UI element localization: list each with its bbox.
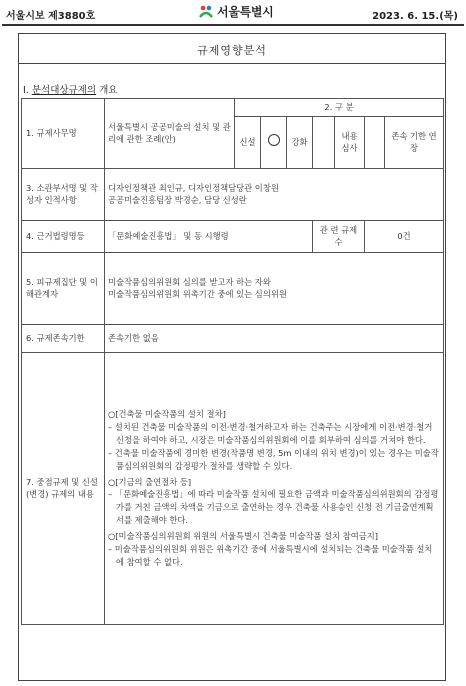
org-brand <box>198 3 273 20</box>
block-item: – 설치된 건축물 미술작품의 이전·변경·철거하고자 하는 건축주는 시장에게 이전·변경·철거 신청을 하여야 하고, 시장은 미술작품심의위원회에 이를 회부하여 심의를 거쳐야 한다. <box>108 422 433 445</box>
department-line: 디자인정책관 최인규, 디자인정책담당관 이창원 <box>108 182 279 193</box>
table-row <box>22 168 444 220</box>
block-heading: ○[기금의 출연절차 등] <box>108 476 192 487</box>
regulation-content <box>105 352 444 624</box>
legal-basis: 「문화예술진흥법」 및 동 시행령 <box>105 220 313 252</box>
option-strengthen-mark <box>313 116 335 168</box>
row-label: 1. 규제사무명 <box>22 99 105 169</box>
sunset-period: 존속기한 없음 <box>105 324 444 352</box>
department-info <box>105 168 444 220</box>
section-title-rest: 개요 <box>96 85 118 96</box>
related-count: 0건 <box>365 220 444 252</box>
header-rule <box>2 24 464 26</box>
row-label: 3. 소관부서명 및 작성자 인적사항 <box>22 168 105 220</box>
section-heading <box>23 82 117 96</box>
section-number: Ⅰ. <box>23 85 29 96</box>
issue-date: 2023. 6. 15.(목) <box>372 11 458 22</box>
gazette-issue: 서울시보 제3880호 <box>6 11 96 22</box>
title-divider <box>19 63 445 64</box>
doc-title: 규제영향분석 <box>197 44 267 57</box>
section-title-underlined: 분석대상규제의 <box>31 85 97 96</box>
block-item: – 건축물 미술작품에 경미한 변경(작품명 변경, 5m 이내의 위치 변경)이 있는 경우는 미술작품심의위원회의 감정평가 절차를 생략할 수 있다. <box>108 447 439 471</box>
regulated-groups <box>105 252 444 324</box>
group-line: 미술작품심의위원회 위촉기간 중에 있는 심의위원 <box>108 289 287 300</box>
table-row <box>22 220 444 252</box>
block-item: – 「문화예술진흥법」에 따라 미술작품 설치에 필요한 금액과 미술작품심의위원회의 감정평가를 거친 금액의 차액을 기금으로 출연하는 경우 건축물 사용승인 신청 전 기금출연계획서를 제출해야 한다. <box>108 489 439 526</box>
option-content-review: 내용 심사 <box>335 116 365 168</box>
table-row <box>22 352 444 624</box>
department-line: 공공미술진흥팀장 박경순, 담당 신성란 <box>108 195 247 206</box>
group-line: 미술작품심의위원회 심의를 받고자 하는 자와 <box>108 276 271 287</box>
seoul-logo-icon <box>198 4 214 20</box>
block-heading: ○[미술작품심의위원회 위원의 서울특별시 건축물 미술작품 설치 참여금지] <box>108 530 378 541</box>
document-frame <box>18 33 446 681</box>
related-count-label: 관 련 규제수 <box>313 220 365 252</box>
org-name: 서울특별시 <box>217 5 274 19</box>
selected-circle-icon <box>268 134 280 146</box>
block-item: – 미술작품심의위원회 위원은 위촉기간 중에 서울특별시에 설치되는 건축물 미술작품 설치에 참여할 수 없다. <box>108 543 433 567</box>
row-label: 6. 규제존속기한 <box>22 324 105 352</box>
block-heading: ○[건축물 미술작품의 설치 절차] <box>108 409 226 420</box>
gazette-header <box>0 0 466 28</box>
table-row <box>22 324 444 352</box>
table-row <box>22 252 444 324</box>
row-label: 4. 근거법령명등 <box>22 220 105 252</box>
category-header: 2. 구 분 <box>235 99 444 117</box>
option-content-review-mark <box>365 116 385 168</box>
option-extension: 존속 기한 연장 <box>385 116 444 168</box>
table-row <box>22 99 444 117</box>
row-label: 7. 중점규제 및 신설(변경) 규제의 내용 <box>22 352 105 624</box>
option-new-mark <box>261 116 287 168</box>
option-new: 신설 <box>235 116 261 168</box>
regulation-name: 서울특별시 공공미술의 설치 및 관리에 관한 조례(안) <box>105 99 235 169</box>
row-label: 5. 피규제집단 및 이해관계자 <box>22 252 105 324</box>
option-strengthen: 강화 <box>287 116 313 168</box>
regulation-table <box>21 98 444 625</box>
